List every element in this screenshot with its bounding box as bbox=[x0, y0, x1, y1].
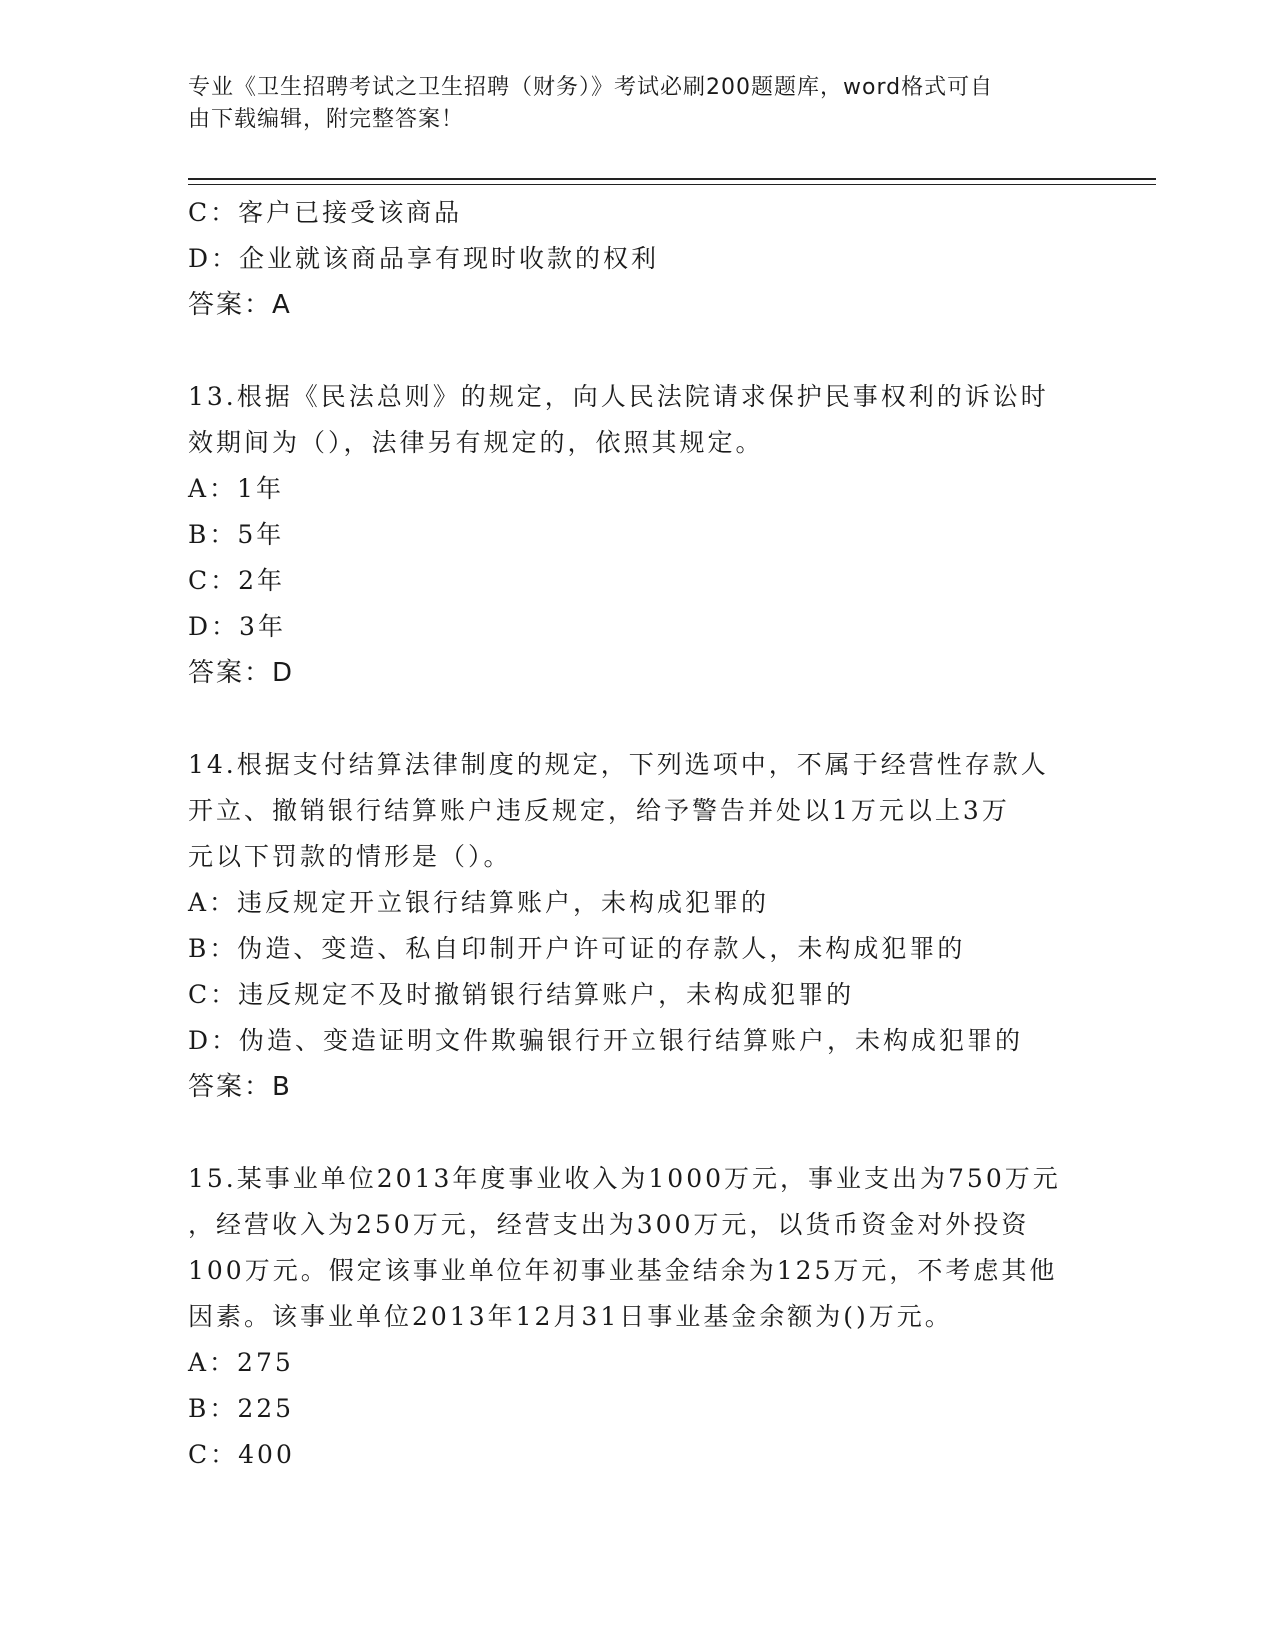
question-text-line: 14.根据支付结算法律制度的规定，下列选项中，不属于经营性存款人 bbox=[188, 750, 1049, 779]
question-text-line: 效期间为（），法律另有规定的，依照其规定。 bbox=[188, 428, 764, 457]
answer-line: 答案：B bbox=[188, 1072, 292, 1102]
question-12-tail bbox=[188, 190, 1088, 328]
question-text-line: 13.根据《民法总则》的规定，向人民法院请求保护民事权利的诉讼时 bbox=[188, 382, 1049, 411]
option-a: A：1年 bbox=[188, 474, 284, 503]
option-d: D：3年 bbox=[188, 612, 286, 641]
question-13 bbox=[188, 374, 1088, 696]
spacer bbox=[188, 696, 1088, 742]
option-c: C：违反规定不及时撤销银行结算账户，未构成犯罪的 bbox=[188, 980, 855, 1009]
answer-line: 答案：A bbox=[188, 290, 292, 320]
question-15 bbox=[188, 1156, 1088, 1478]
document-header bbox=[188, 72, 1068, 136]
option-b: B：伪造、变造、私自印制开户许可证的存款人，未构成犯罪的 bbox=[188, 934, 966, 963]
option-a: A：275 bbox=[188, 1348, 294, 1377]
question-text-line: 因素。该事业单位2013年12月31日事业基金余额为()万元。 bbox=[188, 1302, 953, 1331]
option-d: D：企业就该商品享有现时收款的权利 bbox=[188, 244, 660, 273]
spacer bbox=[188, 328, 1088, 374]
answer-line: 答案：D bbox=[188, 658, 295, 688]
header-rule-thin bbox=[188, 184, 1156, 185]
header-rule-thick bbox=[188, 178, 1156, 180]
question-content bbox=[188, 190, 1088, 1478]
option-d: D：伪造、变造证明文件欺骗银行开立银行结算账户，未构成犯罪的 bbox=[188, 1026, 1024, 1055]
option-b: B：225 bbox=[188, 1394, 295, 1423]
question-text-line: 元以下罚款的情形是（）。 bbox=[188, 842, 512, 871]
option-c: C：2年 bbox=[188, 566, 286, 595]
option-a: A：违反规定开立银行结算账户，未构成犯罪的 bbox=[188, 888, 770, 917]
question-text-line: ，经营收入为250万元，经营支出为300万元，以货币资金对外投资 bbox=[188, 1210, 1030, 1239]
option-b: B：5年 bbox=[188, 520, 285, 549]
header-line-1: 专业《卫生招聘考试之卫生招聘（财务）》考试必刷200题题库，word格式可自 bbox=[188, 75, 994, 100]
spacer bbox=[188, 1110, 1088, 1156]
question-14 bbox=[188, 742, 1088, 1110]
question-text-line: 开立、撤销银行结算账户违反规定，给予警告并处以1万元以上3万 bbox=[188, 796, 1010, 825]
option-c: C：400 bbox=[188, 1440, 295, 1469]
question-text-line: 100万元。假定该事业单位年初事业基金结余为125万元，不考虑其他 bbox=[188, 1256, 1058, 1285]
header-line-2: 由下载编辑，附完整答案！ bbox=[188, 107, 465, 132]
option-c: C：客户已接受该商品 bbox=[188, 198, 463, 227]
question-text-line: 15.某事业单位2013年度事业收入为1000万元，事业支出为750万元 bbox=[188, 1164, 1061, 1193]
